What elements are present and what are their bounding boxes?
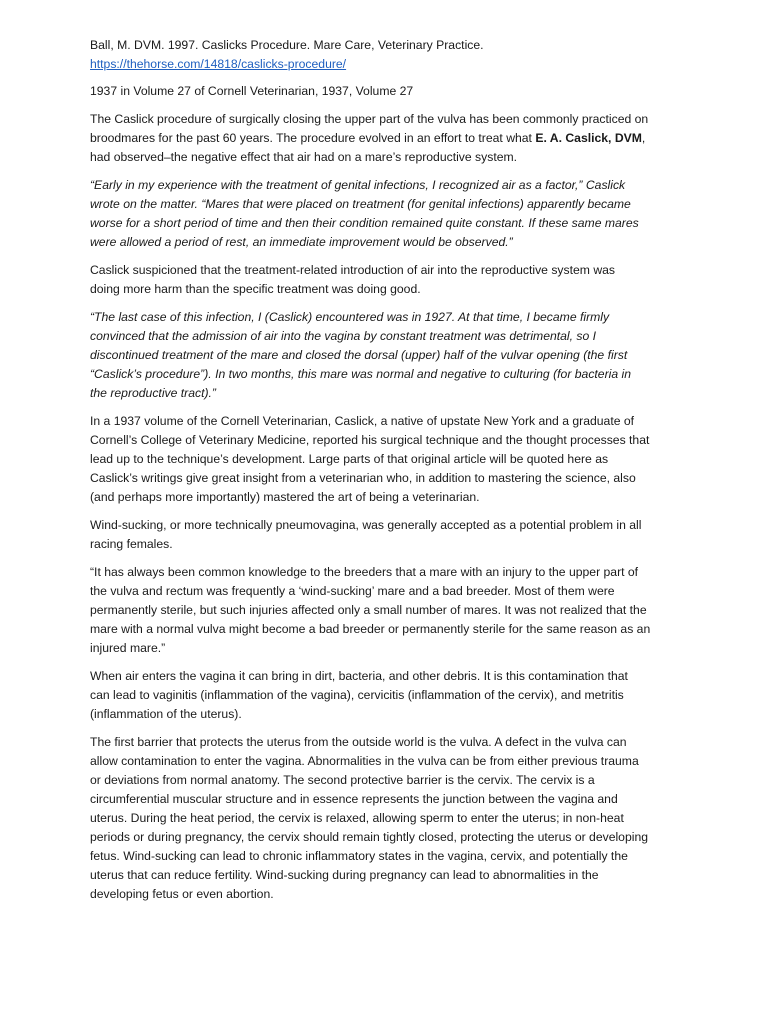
paragraph-text: broodmares for the past 60 years. The procedure evolved in an effort to treat what xyxy=(90,131,532,145)
caslick-name: E. A. Caslick, DVM xyxy=(535,131,642,145)
paragraph-suspicion xyxy=(90,261,690,299)
paragraph-line: Cornell’s College of Veterinary Medicine, reported his surgical technique and the thought processes that xyxy=(90,433,650,447)
paragraph-line: injured mare.” xyxy=(90,641,166,655)
paragraph-line: (inflammation of the uterus). xyxy=(90,707,242,721)
paragraph-line: permanently sterile, but such injuries affected only a small number of mares. It was not realized that the xyxy=(90,603,647,617)
paragraph-intro xyxy=(90,110,690,167)
name-suffix: , xyxy=(641,131,646,145)
paragraph-line: convinced that the admission of air into the vagina by constant treatment was detrimental, so I xyxy=(90,329,597,343)
paragraph-line: uterus. During the heat period, the cervix is relaxed, allowing sperm to enter the uterus; in non-heat xyxy=(90,811,624,825)
paragraph-line: The first barrier that protects the uterus from the outside world is the vulva. A defect in the vulva can xyxy=(90,735,627,749)
paragraph-line: or deviations from normal anatomy. The second protective barrier is the cervix. The cervix is a xyxy=(90,773,595,787)
paragraph-line: can lead to vaginitis (inflammation of the vagina), cervicitis (inflammation of the cervix), and metritis xyxy=(90,688,624,702)
paragraph-line: allow contamination to enter the vagina. Abnormalities in the vulva can be from either previous trauma xyxy=(90,754,639,768)
paragraph-barriers xyxy=(90,733,690,904)
paragraph-line: the vulva and rectum was frequently a ‘wind-sucking’ mare and a bad breeder. Most of them were xyxy=(90,584,615,598)
paragraph-line: “Early in my experience with the treatment of genital infections, I recognized air as a factor,” Caslick xyxy=(90,178,626,192)
paragraph-line: were allowed a period of rest, an immediate improvement would be observed.” xyxy=(90,235,513,249)
document-page xyxy=(90,36,690,913)
paragraph-line: wrote on the matter. “Mares that were placed on treatment (for genital infections) apparently became xyxy=(90,197,631,211)
paragraph-line: 1937 in Volume 27 of Cornell Veterinarian, 1937, Volume 27 xyxy=(90,84,414,98)
paragraph-volume-note xyxy=(90,82,690,101)
citation-block xyxy=(90,36,690,74)
paragraph-line: Wind-sucking, or more technically pneumovagina, was generally accepted as a potential problem in all xyxy=(90,518,642,532)
paragraph-line: The Caslick procedure of surgically closing the upper part of the vulva has been commonly practiced on xyxy=(90,112,649,126)
paragraph-line: Caslick’s writings give great insight from a veterinarian who, in addition to mastering the science, also xyxy=(90,471,636,485)
citation-text: Ball, M. DVM. 1997. Caslicks Procedure. Mare Care, Veterinary Practice. xyxy=(90,38,484,52)
paragraph-wind-sucking xyxy=(90,516,690,554)
paragraph-line: circumferential muscular structure and in essence represents the junction between the vagina and xyxy=(90,792,618,806)
paragraph-line: (and perhaps more importantly) mastered the art of being a veterinarian. xyxy=(90,490,480,504)
paragraph-line: doing more harm than the specific treatment was doing good. xyxy=(90,282,421,296)
paragraph-line: “It has always been common knowledge to the breeders that a mare with an injury to the upper part of xyxy=(90,565,639,579)
paragraph-line: lead up to the technique’s development. Large parts of that original article will be quoted here as xyxy=(90,452,609,466)
paragraph-line: Caslick suspicioned that the treatment-related introduction of air into the reproductive system was xyxy=(90,263,615,277)
quote-common-knowledge xyxy=(90,563,690,658)
paragraph-line: developing fetus or even abortion. xyxy=(90,887,274,901)
paragraph-line: In a 1937 volume of the Cornell Veterinarian, Caslick, a native of upstate New York and a graduate of xyxy=(90,414,635,428)
paragraph-line: “The last case of this infection, I (Caslick) encountered was in 1927. At that time, I became firmly xyxy=(90,310,610,324)
paragraph-line: the reproductive tract).” xyxy=(90,386,216,400)
paragraph-line: racing females. xyxy=(90,537,173,551)
quote-early-experience xyxy=(90,176,690,252)
paragraph-cornell xyxy=(90,412,690,507)
paragraph-line: mare with a normal vulva might become a bad breeder or permanently sterile for the same reason as an xyxy=(90,622,651,636)
paragraph-line: periods or during pregnancy, the cervix should remain tightly closed, protecting the uterus or developing xyxy=(90,830,649,844)
paragraph-line: uterus that can reduce fertility. Wind-sucking during pregnancy can lead to abnormalities in the xyxy=(90,868,599,882)
paragraph-line: had observed–the negative effect that air had on a mare’s reproductive system. xyxy=(90,150,518,164)
paragraph-line: When air enters the vagina it can bring in dirt, bacteria, and other debris. It is this contamination that xyxy=(90,669,628,683)
paragraph-line-with-name xyxy=(90,129,690,148)
paragraph-line: fetus. Wind-sucking can lead to chronic inflammatory states in the vagina, cervix, and potentially the xyxy=(90,849,628,863)
paragraph-line: “Caslick’s procedure”). In two months, this mare was normal and negative to culturing (for bacteria in xyxy=(90,367,631,381)
quote-last-case xyxy=(90,308,690,403)
paragraph-contamination xyxy=(90,667,690,724)
paragraph-line: discontinued treatment of the mare and closed the dorsal (upper) half of the vulvar opening (the first xyxy=(90,348,628,362)
paragraph-line: worse for a short period of time and then their condition remained quite constant. If these same mares xyxy=(90,216,639,230)
citation-link[interactable]: https://thehorse.com/14818/caslicks-procedure/ xyxy=(90,57,347,71)
